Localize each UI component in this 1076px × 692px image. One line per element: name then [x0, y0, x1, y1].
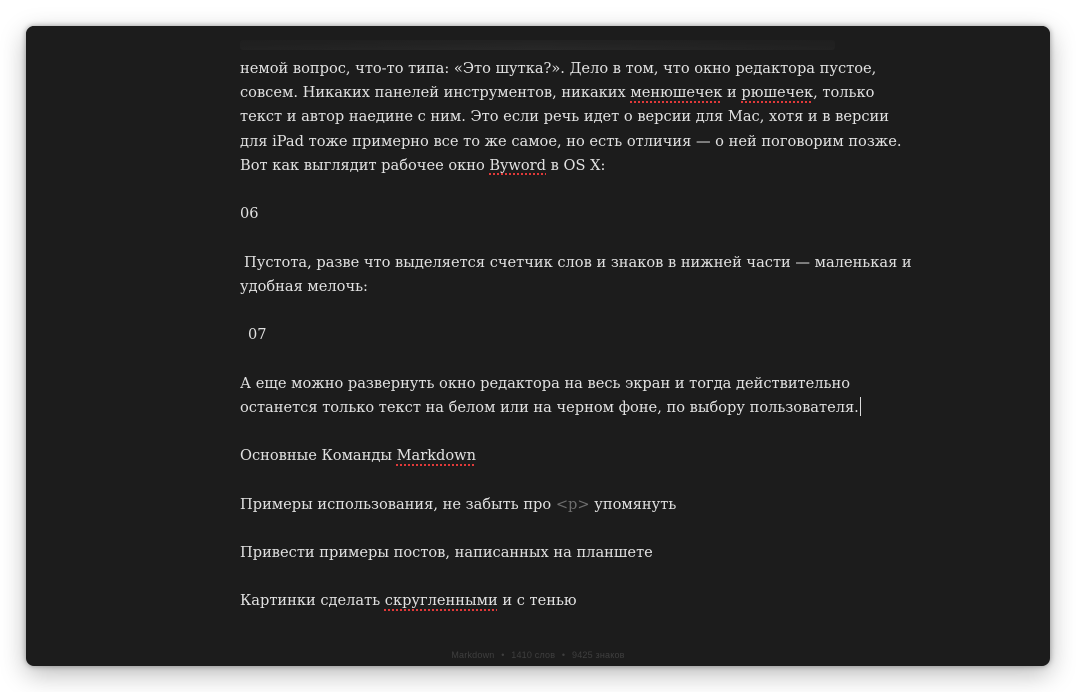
editor-window [26, 26, 1050, 666]
text-span: немой вопрос, что-то типа: «Это шутка?». Дело в том, что окно редактора пустое, [240, 60, 877, 77]
text-span: совсем. Никаких панелей инструментов, никаких [240, 84, 631, 102]
text-span: А еще можно развернуть окно редактора на весь экран и тогда действительно [240, 374, 850, 392]
text-line [240, 493, 850, 517]
heading-line [240, 444, 850, 468]
status-separator: • [561, 650, 566, 660]
blank-line [240, 347, 850, 371]
text-line [240, 275, 850, 299]
text-line [240, 541, 850, 565]
blank-line [240, 420, 850, 444]
text-line [240, 154, 850, 178]
text-line [240, 130, 902, 154]
text-span: Основные Команды [240, 447, 397, 465]
text-span: и с тенью [497, 592, 577, 610]
text-line [240, 251, 912, 275]
text-span: Примеры использования, не забыть про [240, 495, 556, 513]
text-line [240, 589, 850, 613]
text-span: , только [813, 84, 875, 102]
text-line [240, 57, 877, 81]
faded-text-line [240, 40, 835, 50]
blank-line [240, 468, 850, 492]
text-span: останется только текст на белом или на черном фоне, по выбору пользователя. [240, 398, 859, 416]
misspelled-word[interactable]: Byword [489, 156, 546, 174]
blank-line [240, 517, 850, 541]
text-span: удобная мелочь: [240, 277, 368, 295]
status-char-count: 9425 знаков [571, 650, 625, 660]
blank-line [240, 178, 850, 202]
status-word-count: 1410 слов [511, 650, 556, 660]
text-span: Вот как выглядит рабочее окно [240, 156, 490, 174]
blank-line [240, 226, 850, 250]
text-span: Картинки сделать [240, 592, 385, 610]
text-span: Пустота, разве что выделяется счетчик слов и знаков в нижней части — маленькая и [244, 253, 912, 271]
text-span: Привести примеры постов, написанных на планшете [240, 543, 653, 561]
text-editor[interactable] [240, 57, 912, 614]
text-span: в OS X: [546, 156, 606, 174]
text-caret [860, 397, 861, 416]
text-line [240, 396, 859, 420]
word-counter-status-bar [26, 650, 1050, 660]
text-line [240, 105, 889, 129]
image-placeholder: 07 [248, 326, 267, 344]
text-span: упомянуть [589, 495, 677, 513]
blank-line [240, 565, 850, 589]
status-separator: • [501, 650, 505, 660]
misspelled-word[interactable]: рюшечек [741, 84, 814, 102]
misspelled-word[interactable]: менюшечек [630, 84, 723, 102]
image-placeholder: 06 [240, 205, 259, 223]
text-span: для iPad тоже примерно все то же самое, но есть отличия — о ней поговорим позже. [240, 132, 902, 150]
status-mode: Markdown [451, 650, 495, 660]
text-span: текст и автор наедине с ним. Это если речь идет о версии для Mac, хотя и в версии [240, 108, 889, 126]
text-span: и [722, 84, 742, 102]
blank-line [240, 299, 850, 323]
text-line [240, 81, 875, 105]
markup-tag: <p> [555, 495, 590, 513]
text-line [240, 372, 850, 396]
misspelled-word[interactable]: Markdown [396, 447, 477, 465]
misspelled-word[interactable]: скругленными [384, 592, 498, 610]
